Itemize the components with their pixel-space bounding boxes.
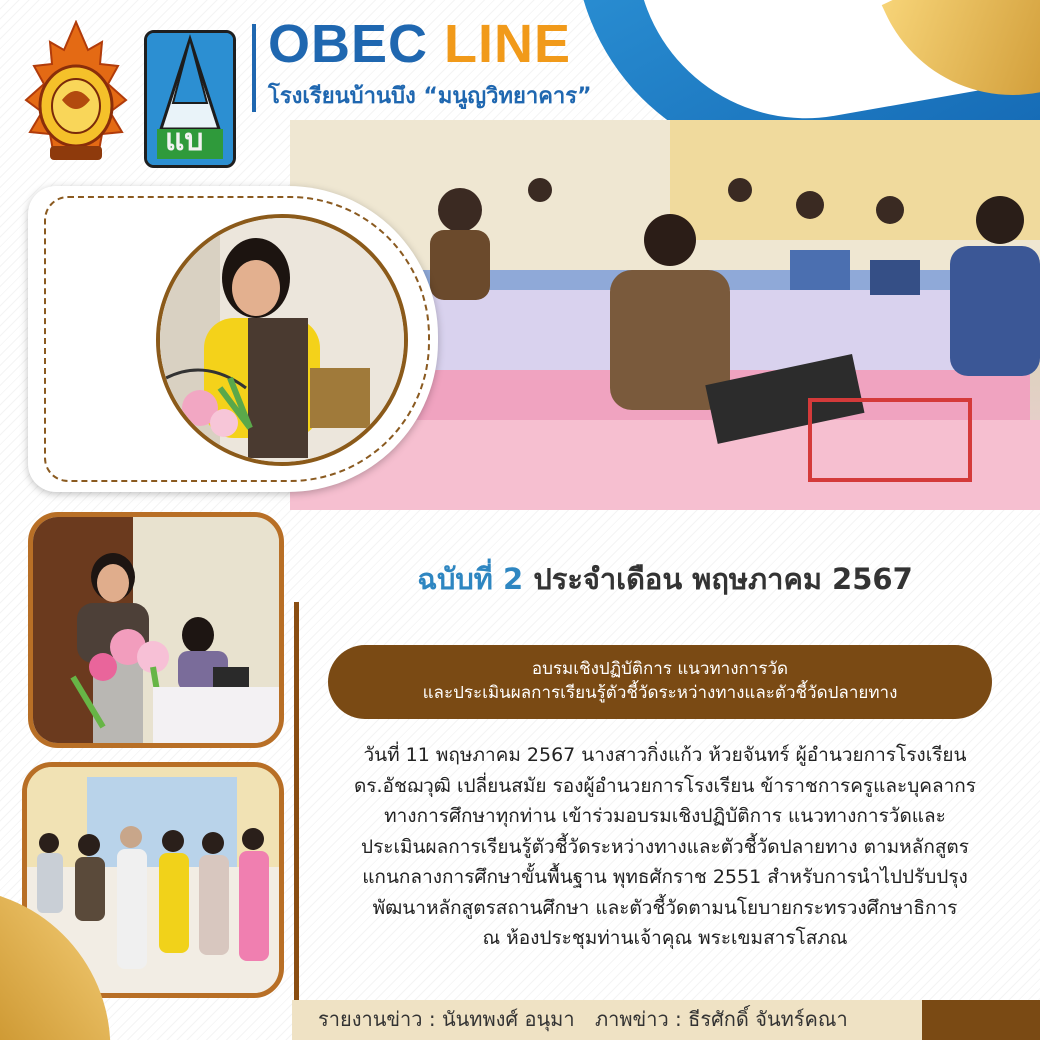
issue-prefix: ฉบับที่ [417,562,493,596]
reporter-credit: รายงานข่าว : นันทพงศ์ อนุมา [318,1007,575,1031]
brand-divider [252,24,256,112]
headline-line-2: และประเมินผลการเรียนรู้ตัวชี้วัดระหว่างทางและตัวชี้วัดปลายทาง [422,683,898,703]
body-line: ณ ห้องประชุมท่านเจ้าคุณ พระเขมสารโสภณ [482,927,848,949]
issue-number: 2 [503,562,524,596]
footer-accent [922,1000,1040,1040]
brand-title-obec: OBEC [268,14,429,74]
school-logo [144,30,236,168]
school-name-subtitle: โรงเรียนบ้านบึง “มนูญวิทยาคาร” [268,84,592,109]
body-line: วันที่ 11 พฤษภาคม 2567 นางสาวกิ่งแก้ว ห้วยจันทร์ ผู้อำนวยการโรงเรียน [363,744,967,766]
speaker-at-podium-photo [156,214,408,466]
content-divider [294,602,299,1012]
photographer-credit: ภาพข่าว : ธีรศักดิ์ จันทร์คณา [594,1007,848,1031]
issue-month: ประจำเดือน พฤษภาคม 2567 [533,562,913,596]
obec-emblem-logo [22,20,130,168]
article-body [310,740,1020,954]
footer-credits [318,1003,862,1035]
brand-title [268,12,571,76]
body-line: พัฒนาหลักสูตรสถานศึกษา และตัวชี้วัดตามนโยบายกระทรวงศึกษาธิการ [372,896,958,919]
headline-line-1: อบรมเชิงปฏิบัติการ แนวทางการวัด [531,659,789,679]
brand-title-line: LINE [444,14,572,74]
issue-title [320,556,1010,602]
speaker-with-flowers-photo [28,512,284,748]
body-line: แกนกลางการศึกษาขั้นพื้นฐาน พุทธศักราช 2551 สำหรับการนำไปปรับปรุง [362,866,968,888]
school-logo-text: แบ [165,123,204,158]
headline-banner [328,645,992,719]
body-line: ประเมินผลการเรียนรู้ตัวชี้วัดระหว่างทางและตัวชี้วัดปลายทาง ตามหลักสูตร [361,835,969,858]
body-line: ทางการศึกษาทุกท่าน เข้าร่วมอบรมเชิงปฏิบัติการ แนวทางการวัดและ [384,805,946,827]
body-line: ดร.อัชฌวุฒิ เปลี่ยนสมัย รองผู้อำนวยการโรงเรียน ข้าราชการครูและบุคลากร [353,774,977,797]
